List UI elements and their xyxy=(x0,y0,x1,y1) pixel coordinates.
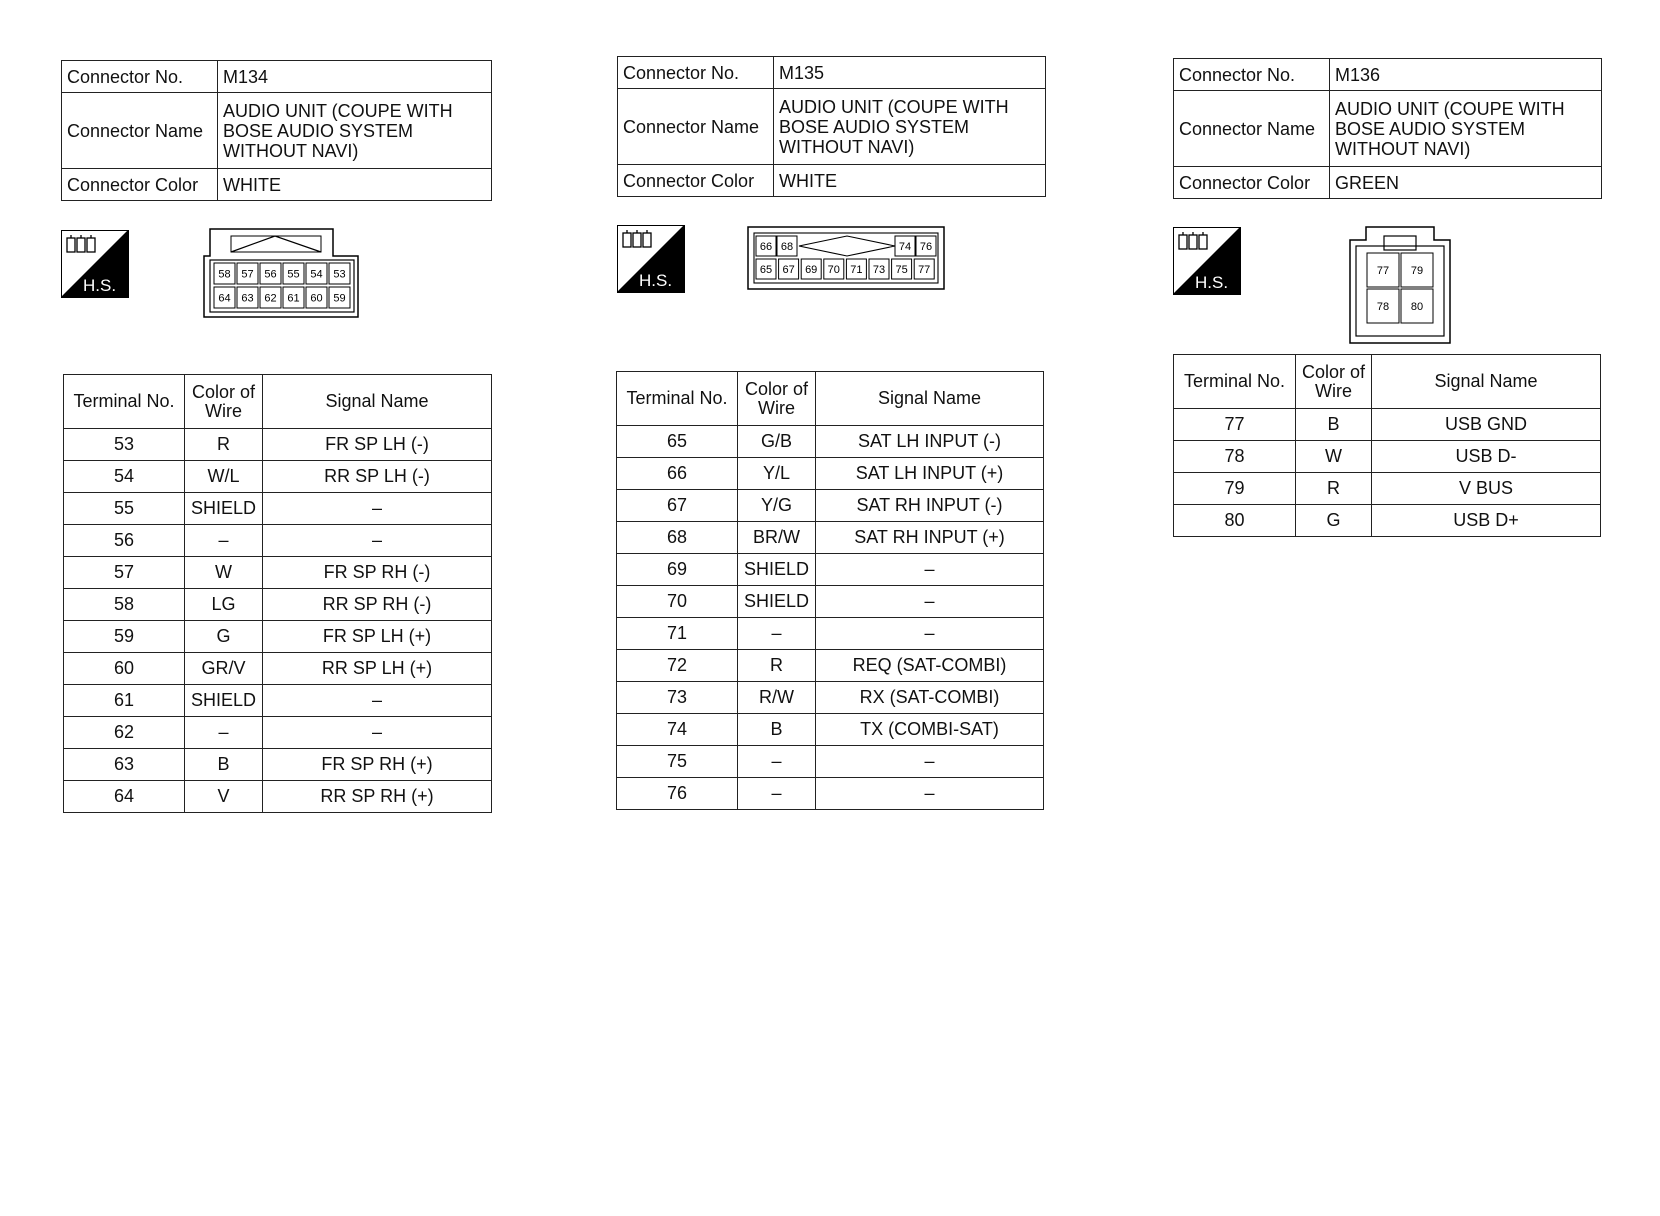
connector-color-label: Connector Color xyxy=(62,169,218,201)
terminal-no-cell: 71 xyxy=(617,618,738,650)
terminal-no-cell: 58 xyxy=(64,589,185,621)
table-row xyxy=(617,490,1044,522)
cavity-number: 61 xyxy=(287,292,300,305)
harness-side-icon xyxy=(617,225,685,293)
connector-info-m136 xyxy=(1173,58,1602,199)
terminal-table-m135 xyxy=(616,371,1044,810)
wire-color-cell: Y/L xyxy=(738,458,816,490)
signal-name-cell: TX (COMBI-SAT) xyxy=(816,714,1044,746)
connector-no-value: M136 xyxy=(1330,59,1602,91)
terminal-no-cell: 79 xyxy=(1174,473,1296,505)
cavity-number: 53 xyxy=(333,268,346,281)
signal-name-cell: FR SP RH (-) xyxy=(263,557,492,589)
svg-text:H.S.: H.S. xyxy=(639,271,673,290)
wire-color-cell: R xyxy=(738,650,816,682)
table-row xyxy=(64,717,492,749)
signal-name-cell: – xyxy=(816,618,1044,650)
wire-color-cell: B xyxy=(185,749,263,781)
cavity-number: 55 xyxy=(287,268,300,281)
signal-name-cell: – xyxy=(816,554,1044,586)
connector-no-value: M134 xyxy=(218,61,492,93)
signal-name-cell: FR SP RH (+) xyxy=(263,749,492,781)
table-row xyxy=(617,426,1044,458)
wire-color-cell: G xyxy=(1296,505,1372,537)
signal-name-cell: RR SP LH (-) xyxy=(263,461,492,493)
signal-name-cell: REQ (SAT-COMBI) xyxy=(816,650,1044,682)
table-row xyxy=(64,429,492,461)
cavity-number: 78 xyxy=(1376,301,1390,313)
terminal-no-cell: 64 xyxy=(64,781,185,813)
signal-name-cell: – xyxy=(263,493,492,525)
connector-color-label: Connector Color xyxy=(1174,167,1330,199)
header-terminal-no: Terminal No. xyxy=(617,372,738,426)
connector-face-m134 xyxy=(203,228,359,318)
header-signal-name: Signal Name xyxy=(816,372,1044,426)
table-row xyxy=(64,653,492,685)
connector-name-value: AUDIO UNIT (COUPE WITH BOSE AUDIO SYSTEM WITHOUT NAVI) xyxy=(218,93,492,169)
wire-color-cell: B xyxy=(1296,409,1372,441)
connector-color-value: WHITE xyxy=(218,169,492,201)
cavity-number: 65 xyxy=(759,264,773,276)
table-row xyxy=(64,525,492,557)
cavity-number: 74 xyxy=(898,241,912,253)
terminal-no-cell: 66 xyxy=(617,458,738,490)
wire-color-cell: – xyxy=(185,717,263,749)
harness-side-icon xyxy=(1173,227,1241,295)
terminal-no-cell: 54 xyxy=(64,461,185,493)
connector-name-value: AUDIO UNIT (COUPE WITH BOSE AUDIO SYSTEM WITHOUT NAVI) xyxy=(1330,91,1602,167)
table-row xyxy=(617,682,1044,714)
table-row xyxy=(617,586,1044,618)
table-row xyxy=(617,778,1044,810)
table-row xyxy=(1174,505,1601,537)
table-row xyxy=(617,618,1044,650)
signal-name-cell: – xyxy=(816,746,1044,778)
wire-color-cell: – xyxy=(738,778,816,810)
table-row xyxy=(617,458,1044,490)
cavity-number: 68 xyxy=(780,241,794,253)
signal-name-cell: USB D- xyxy=(1372,441,1601,473)
table-row xyxy=(64,493,492,525)
cavity-number: 75 xyxy=(895,264,908,276)
connector-name-value: AUDIO UNIT (COUPE WITH BOSE AUDIO SYSTEM WITHOUT NAVI) xyxy=(774,89,1046,165)
table-row xyxy=(64,685,492,717)
wire-color-cell: SHIELD xyxy=(185,493,263,525)
terminal-no-cell: 73 xyxy=(617,682,738,714)
connector-face-m135 xyxy=(747,226,945,290)
table-row xyxy=(617,650,1044,682)
header-signal-name: Signal Name xyxy=(1372,355,1601,409)
terminal-no-cell: 65 xyxy=(617,426,738,458)
terminal-no-cell: 67 xyxy=(617,490,738,522)
table-row xyxy=(64,557,492,589)
table-row xyxy=(1174,409,1601,441)
cavity-number: 73 xyxy=(872,264,886,276)
wire-color-cell: G xyxy=(185,621,263,653)
table-row xyxy=(64,749,492,781)
signal-name-cell: FR SP LH (+) xyxy=(263,621,492,653)
terminal-no-cell: 78 xyxy=(1174,441,1296,473)
signal-name-cell: SAT RH INPUT (-) xyxy=(816,490,1044,522)
terminal-no-cell: 80 xyxy=(1174,505,1296,537)
table-row xyxy=(64,461,492,493)
signal-name-cell: – xyxy=(263,525,492,557)
connector-no-label: Connector No. xyxy=(62,61,218,93)
terminal-table-m136 xyxy=(1173,354,1601,537)
wire-color-cell: – xyxy=(738,618,816,650)
terminal-no-cell: 61 xyxy=(64,685,185,717)
terminal-no-cell: 53 xyxy=(64,429,185,461)
connector-no-value: M135 xyxy=(774,57,1046,89)
cavity-number: 77 xyxy=(1376,265,1390,277)
header-signal-name: Signal Name xyxy=(263,375,492,429)
connector-name-label: Connector Name xyxy=(1174,91,1330,167)
terminal-no-cell: 63 xyxy=(64,749,185,781)
cavity-number: 67 xyxy=(782,264,795,276)
wire-color-cell: SHIELD xyxy=(738,554,816,586)
connector-info-m135 xyxy=(617,56,1046,197)
wire-color-cell: SHIELD xyxy=(185,685,263,717)
connector-color-value: WHITE xyxy=(774,165,1046,197)
header-color-of-wire: Color of Wire xyxy=(1296,355,1372,409)
cavity-number: 79 xyxy=(1410,265,1424,277)
terminal-no-cell: 74 xyxy=(617,714,738,746)
cavity-number: 77 xyxy=(918,264,931,276)
signal-name-cell: SAT LH INPUT (+) xyxy=(816,458,1044,490)
signal-name-cell: SAT LH INPUT (-) xyxy=(816,426,1044,458)
signal-name-cell: RX (SAT-COMBI) xyxy=(816,682,1044,714)
cavity-number: 63 xyxy=(241,292,254,305)
wire-color-cell: G/B xyxy=(738,426,816,458)
signal-name-cell: – xyxy=(816,778,1044,810)
header-color-of-wire: Color of Wire xyxy=(185,375,263,429)
signal-name-cell: USB D+ xyxy=(1372,505,1601,537)
wire-color-cell: SHIELD xyxy=(738,586,816,618)
wire-color-cell: W/L xyxy=(185,461,263,493)
table-row xyxy=(1174,473,1601,505)
cavity-number: 58 xyxy=(218,268,231,281)
wire-color-cell: LG xyxy=(185,589,263,621)
connector-info-m134 xyxy=(61,60,492,201)
signal-name-cell: RR SP RH (+) xyxy=(263,781,492,813)
signal-name-cell: RR SP LH (+) xyxy=(263,653,492,685)
table-row xyxy=(64,781,492,813)
table-row xyxy=(617,522,1044,554)
terminal-no-cell: 72 xyxy=(617,650,738,682)
terminal-no-cell: 75 xyxy=(617,746,738,778)
terminal-no-cell: 55 xyxy=(64,493,185,525)
terminal-no-cell: 77 xyxy=(1174,409,1296,441)
signal-name-cell: FR SP LH (-) xyxy=(263,429,492,461)
cavity-number: 76 xyxy=(919,241,933,253)
cavity-number: 70 xyxy=(827,264,840,276)
cavity-number: 54 xyxy=(310,268,323,281)
table-row xyxy=(617,714,1044,746)
cavity-number: 62 xyxy=(264,292,277,305)
connector-name-label: Connector Name xyxy=(62,93,218,169)
cavity-number: 56 xyxy=(264,268,277,281)
signal-name-cell: RR SP RH (-) xyxy=(263,589,492,621)
terminal-no-cell: 57 xyxy=(64,557,185,589)
cavity-number: 80 xyxy=(1410,301,1424,313)
signal-name-cell: USB GND xyxy=(1372,409,1601,441)
terminal-no-cell: 68 xyxy=(617,522,738,554)
terminal-no-cell: 69 xyxy=(617,554,738,586)
header-terminal-no: Terminal No. xyxy=(1174,355,1296,409)
cavity-number: 71 xyxy=(850,264,863,276)
svg-text:H.S.: H.S. xyxy=(83,276,117,295)
cavity-number: 59 xyxy=(333,292,346,305)
terminal-no-cell: 70 xyxy=(617,586,738,618)
connector-name-label: Connector Name xyxy=(618,89,774,165)
table-row xyxy=(64,621,492,653)
header-color-of-wire: Color of Wire xyxy=(738,372,816,426)
connector-color-label: Connector Color xyxy=(618,165,774,197)
cavity-number: 60 xyxy=(310,292,323,305)
connector-no-label: Connector No. xyxy=(1174,59,1330,91)
wire-color-cell: B xyxy=(738,714,816,746)
wire-color-cell: BR/W xyxy=(738,522,816,554)
wire-color-cell: V xyxy=(185,781,263,813)
wire-color-cell: R xyxy=(185,429,263,461)
signal-name-cell: – xyxy=(263,717,492,749)
connector-color-value: GREEN xyxy=(1330,167,1602,199)
signal-name-cell: SAT RH INPUT (+) xyxy=(816,522,1044,554)
terminal-no-cell: 76 xyxy=(617,778,738,810)
cavity-number: 66 xyxy=(759,241,773,253)
wire-color-cell: R/W xyxy=(738,682,816,714)
cavity-number: 69 xyxy=(805,264,818,276)
signal-name-cell: – xyxy=(263,685,492,717)
wire-color-cell: W xyxy=(185,557,263,589)
wire-color-cell: Y/G xyxy=(738,490,816,522)
table-row xyxy=(64,589,492,621)
signal-name-cell: – xyxy=(816,586,1044,618)
terminal-no-cell: 56 xyxy=(64,525,185,557)
connector-face-m136 xyxy=(1349,226,1451,344)
wire-color-cell: R xyxy=(1296,473,1372,505)
terminal-table-m134 xyxy=(63,374,492,813)
wire-color-cell: – xyxy=(738,746,816,778)
terminal-no-cell: 60 xyxy=(64,653,185,685)
header-terminal-no: Terminal No. xyxy=(64,375,185,429)
cavity-number: 64 xyxy=(218,292,231,305)
harness-side-icon xyxy=(61,230,129,298)
signal-name-cell: V BUS xyxy=(1372,473,1601,505)
svg-text:H.S.: H.S. xyxy=(1195,273,1229,292)
terminal-no-cell: 62 xyxy=(64,717,185,749)
wire-color-cell: W xyxy=(1296,441,1372,473)
table-row xyxy=(617,554,1044,586)
wire-color-cell: GR/V xyxy=(185,653,263,685)
table-row xyxy=(1174,441,1601,473)
wire-color-cell: – xyxy=(185,525,263,557)
cavity-number: 57 xyxy=(241,268,254,281)
table-row xyxy=(617,746,1044,778)
connector-no-label: Connector No. xyxy=(618,57,774,89)
terminal-no-cell: 59 xyxy=(64,621,185,653)
